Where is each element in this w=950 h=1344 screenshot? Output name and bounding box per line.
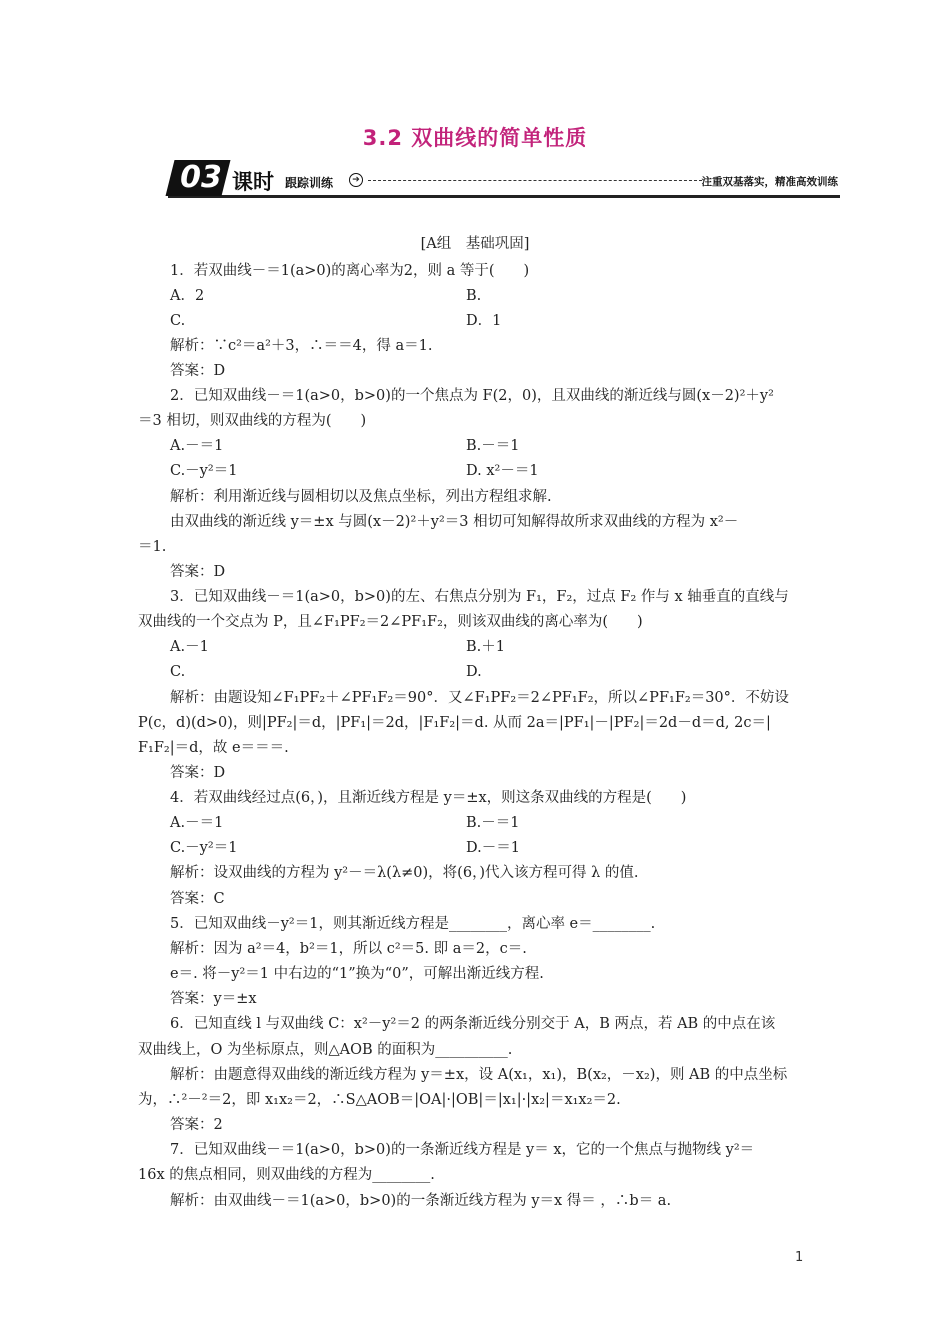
answer-text: 答案：D [170,765,226,781]
solution-text: 由双曲线的渐近线 y＝±x 与圆(x－2)²＋y²＝3 相切可知解得故所求双曲线的方程为 x²－ [170,514,739,530]
question-stem: 双曲线的一个交点为 P，且∠F₁PF₂＝2∠PF₁F₂，则该双曲线的离心率为( ) [138,614,643,630]
option: D. [466,664,482,680]
solution-text: P(c，d)(d>0)，则|PF₂|＝d，|PF₁|＝2d，|F₁F₂|＝d. 从而 2a＝|PF₁|－|PF₂|＝2d－d＝d, 2c＝| [138,715,771,731]
answer-text: 答案：D [170,564,226,580]
question-stem: 7．已知双曲线－＝1(a>0，b>0)的一条渐近线方程是 y＝ x，它的一个焦点与抛物线 y²＝ [170,1142,755,1158]
solution-text: 解析：由题设知∠F₁PF₂＋∠PF₁F₂＝90°．又∠F₁PF₂＝2∠PF₁F₂，所以∠PF₁F₂＝30°．不妨设 [170,690,789,706]
solution-text: ＝1. [138,539,167,555]
question-stem: ＝3 相切，则双曲线的方程为( ) [138,413,367,429]
solution-text: 解析：由题意得双曲线的渐近线方程为 y＝±x，设 A(x₁，x₁)，B(x₂，－x₂)，则 AB 的中点坐标 [170,1067,788,1083]
answer-text: 答案：C [170,891,225,907]
answer-text: 答案：y＝±x [170,991,257,1007]
solution-text: 解析：∵c²＝a²＋3，∴＝＝4，得 a＝1. [170,338,433,354]
answer-text: 答案：2 [170,1117,223,1133]
solution-text: 解析：因为 a²＝4，b²＝1，所以 c²＝5. 即 a＝2，c＝. [170,941,527,957]
section-header: [A组 基础巩固] [420,236,530,252]
lesson-banner [168,160,840,198]
question-stem: 16x 的焦点相同，则双曲线的方程为________. [138,1167,435,1183]
option: D．1 [466,313,502,329]
solution-text: e＝. 将－y²＝1 中右边的“1”换为“0”，可解出渐近线方程. [170,966,544,982]
question-stem: 双曲线上，O 为坐标原点，则△AOB 的面积为__________. [138,1042,513,1058]
question-stem: 2．已知双曲线－＝1(a>0，b>0)的一个焦点为 F(2，0)，且双曲线的渐近线与圆(x－2)²＋y² [170,388,774,404]
solution-text: 解析：利用渐近线与圆相切以及焦点坐标，列出方程组求解. [170,489,552,505]
solution-text: 为，∴²－²＝2，即 x₁x₂＝2，∴S△AOB＝|OA|·|OB|＝|x₁|·|x₂|＝x₁x₂＝2. [138,1092,621,1108]
option: C.－y²＝1 [170,840,238,856]
answer-text: 答案：D [170,363,226,379]
question-stem: 4．若双曲线经过点(6，)，且渐近线方程是 y＝±x，则这条双曲线的方程是( ) [170,790,687,806]
lesson-number: 03 [180,160,222,195]
question-stem: 6．已知直线 l 与双曲线 C：x²－y²＝2 的两条渐近线分别交于 A，B 两点，若 AB 的中点在该 [170,1016,776,1032]
solution-text: 解析：由双曲线－＝1(a>0，b>0)的一条渐近线方程为 y＝x 得＝ ，∴b＝ a. [170,1193,672,1209]
option: A．2 [170,288,205,304]
banner-slogan: 注重双基落实，精准高效训练 [701,176,838,188]
question-stem: 5．已知双曲线－y²＝1，则其渐近线方程是________，离心率 e＝________. [170,916,656,932]
option: B.－＝1 [466,815,520,831]
solution-text: 解析：设双曲线的方程为 y²－＝λ(λ≠0)，将(6，)代入该方程可得 λ 的值. [170,865,639,881]
option: A.－1 [170,639,209,655]
option: A.－＝1 [170,438,224,454]
option: B.－＝1 [466,438,520,454]
option: A.－＝1 [170,815,224,831]
question-stem: 3．已知双曲线－＝1(a>0，b>0)的左、右焦点分别为 F₁，F₂，过点 F₂ 作与 x 轴垂直的直线与 [170,589,789,605]
option: D.－＝1 [466,840,520,856]
option: B. [466,288,482,304]
track-label: 跟踪训练 [285,176,334,190]
arrow-right-icon: ➔ [349,173,363,187]
option: C. [170,313,186,329]
option: B.＋1 [466,639,505,655]
page-title: 3.2 双曲线的简单性质 [362,126,588,150]
dashed-divider [368,180,702,181]
option: D. x²－＝1 [466,463,539,479]
lesson-label: 课时 [232,170,274,194]
solution-text: F₁F₂|＝d，故 e＝＝＝. [138,740,289,756]
question-stem: 1．若双曲线－＝1(a>0)的离心率为2，则 a 等于( ) [170,263,530,279]
option: C.－y²＝1 [170,463,238,479]
option: C. [170,664,186,680]
page-number: 1 [795,1250,804,1265]
